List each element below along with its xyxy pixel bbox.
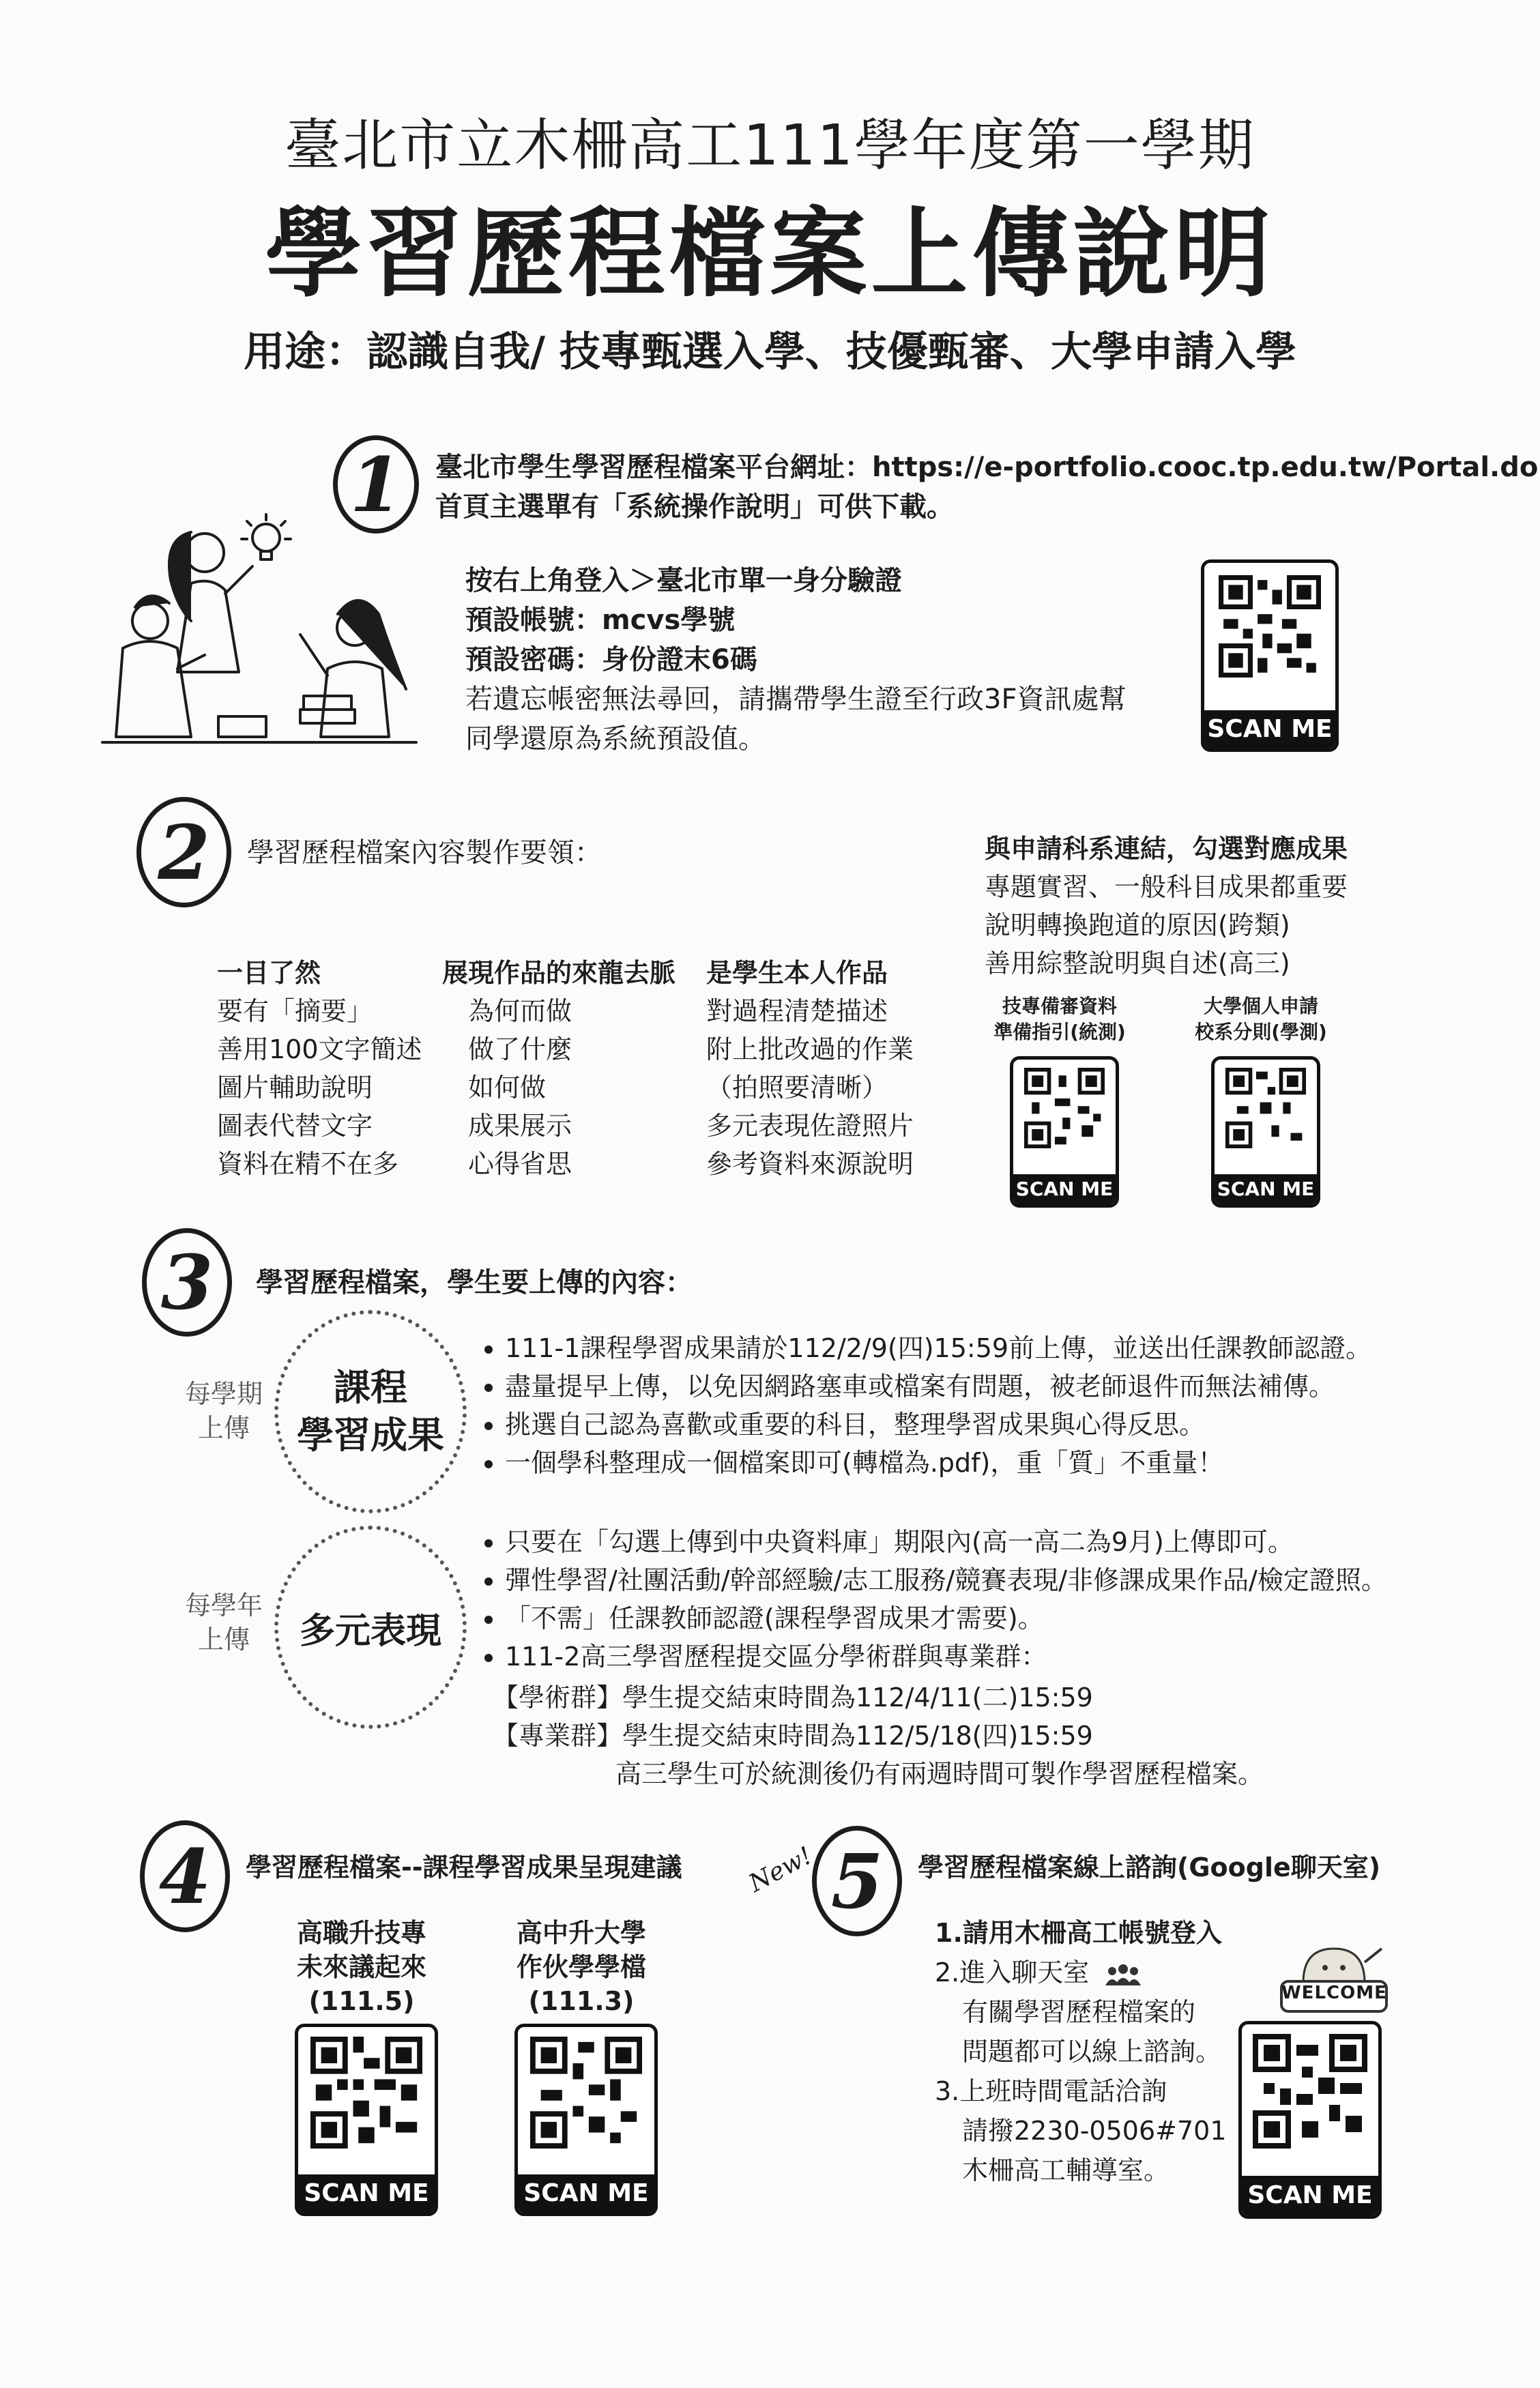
academic-group-deadline: 【學術群】學生提交結束時間為112/4/11(二)15:59	[493, 1683, 1093, 1713]
consult-line: 1.請用木柵高工帳號登入	[935, 1918, 1222, 1948]
video-label-line: (111.3)	[528, 1986, 635, 2016]
qr-code-icon	[1024, 1068, 1105, 1148]
tips-item: （拍照要清晰）	[706, 1073, 888, 1103]
section-3-heading: 學習歷程檔案，學生要上傳的內容：	[256, 1267, 693, 1298]
menu-line: 首頁主選單有「系統操作說明」可供下載。	[435, 491, 954, 523]
application-note: 專題實習、一般科目成果都重要	[985, 872, 1348, 902]
senior-note: 高三學生可於統測後仍有兩週時間可製作學習歷程檔案。	[615, 1759, 1264, 1789]
section-2-heading: 學習歷程檔案內容製作要領：	[247, 837, 602, 869]
forget-note-2: 同學還原為系統預設值。	[465, 723, 766, 755]
scan-me-label: SCAN ME	[1204, 710, 1335, 748]
tips-item: 附上批改過的作業	[706, 1034, 914, 1064]
tips-item: 心得省思	[468, 1149, 572, 1179]
qr-code-icon	[530, 2037, 642, 2149]
application-link-notes	[985, 830, 1348, 982]
course-results-list	[478, 1329, 1371, 1482]
students-studying-illustration	[96, 512, 450, 751]
qr-highschool-video[interactable]	[514, 2024, 658, 2216]
qr-online-chat[interactable]	[1238, 2021, 1382, 2219]
per-year-label	[176, 1588, 272, 1657]
group-people-icon	[1104, 1962, 1142, 1987]
video-label-line: 高中升大學	[516, 1918, 646, 1948]
scan-me-label: SCAN ME	[298, 2174, 435, 2213]
tips-item: 做了什麼	[468, 1034, 572, 1064]
step-4-number: 4	[140, 1820, 230, 1932]
application-note: 善用綜整說明與自述(高三)	[985, 948, 1290, 978]
qr-code-icon	[1225, 1068, 1306, 1148]
qr-univ-label-line: 校系分則(學測)	[1195, 1021, 1327, 1043]
per-semester-label	[176, 1377, 272, 1445]
badge-line: 課程	[334, 1366, 407, 1409]
section-4-heading: 學習歷程檔案--課程學習成果呈現建議	[246, 1852, 682, 1882]
tips-item: 圖片輔助說明	[217, 1073, 373, 1103]
list-item: • 彈性學習/社團活動/幹部經驗/志工服務/競賽表現/非修課成果作品/檢定證照。	[505, 1561, 1387, 1599]
new-badge: New!	[744, 1841, 817, 1898]
qr-tech-guide[interactable]	[1010, 1056, 1119, 1208]
scan-me-label: SCAN ME	[1013, 1174, 1116, 1204]
consult-line: 木柵高工輔導室。	[962, 2155, 1170, 2185]
highschool-video-label	[493, 1916, 670, 2018]
tips-col-title: 是學生本人作品	[706, 958, 888, 988]
tips-col-title: 一目了然	[217, 958, 321, 988]
per-year-line: 上傳	[197, 1625, 250, 1655]
tips-item: 對過程清楚描述	[706, 996, 888, 1026]
tips-column-1	[217, 954, 422, 1183]
scan-me-label: SCAN ME	[1215, 1174, 1317, 1204]
forget-note-1: 若遺忘帳密無法尋回，請攜帶學生證至行政3F資訊處幫	[465, 684, 1127, 715]
professional-group-deadline: 【專業群】學生提交結束時間為112/5/18(四)15:59	[493, 1721, 1093, 1751]
qr-univ-label-line: 大學個人申請	[1203, 995, 1318, 1017]
list-item: • 盡量提早上傳，以免因網路塞車或檔案有問題，被老師退件而無法補傳。	[505, 1367, 1371, 1406]
list-item: • 挑選自己認為喜歡或重要的科目，整理學習成果與心得反思。	[505, 1406, 1371, 1444]
qr-univ-guide[interactable]	[1211, 1056, 1320, 1208]
video-label-line: 高職升技專	[296, 1918, 426, 1948]
step-2-number: 2	[136, 797, 231, 907]
tips-item: 善用100文字簡述	[217, 1034, 422, 1064]
qr-univ-label	[1189, 993, 1333, 1045]
tips-col-title: 展現作品的來龍去脈	[442, 958, 676, 988]
list-item: • 111-1課程學習成果請於112/2/9(四)15:59前上傳，並送出任課教師認證。	[505, 1329, 1371, 1367]
video-label-line: (111.5)	[308, 1986, 415, 2016]
consult-line: 有關學習歷程檔案的	[962, 1997, 1196, 2027]
tips-column-3	[706, 954, 914, 1183]
badge-line: 學習成果	[297, 1414, 444, 1457]
consult-instructions	[935, 1913, 1227, 2190]
qr-code-icon	[1253, 2034, 1367, 2149]
vocational-video-label	[273, 1916, 450, 2018]
welcome-sign: WELCOME	[1281, 1983, 1387, 2003]
per-semester-line: 上傳	[197, 1413, 250, 1443]
consult-line: 請撥2230-0506#701	[962, 2116, 1227, 2146]
scan-me-label: SCAN ME	[518, 2174, 654, 2213]
tips-column-2	[442, 954, 675, 1183]
application-note: 說明轉換跑道的原因(跨類)	[985, 910, 1290, 940]
list-item: • 「不需」任課教師認證(課程學習成果才需要)。	[505, 1599, 1387, 1637]
step-1-number: 1	[333, 435, 419, 534]
tips-item: 參考資料來源說明	[706, 1149, 914, 1179]
purpose-line: 用途：認識自我/ 技專甄選入學、技優甄審、大學申請入學	[244, 328, 1296, 376]
page-title: 學習歷程檔案上傳說明	[265, 198, 1275, 310]
qr-vocational-video[interactable]	[295, 2024, 438, 2216]
video-label-line: 作伙學學檔	[516, 1952, 646, 1982]
tips-item: 資料在精不在多	[217, 1149, 399, 1179]
login-instruction: 按右上角登入＞臺北市單一身分驗證	[465, 565, 902, 596]
platform-url-line: 臺北市學生學習歷程檔案平台網址：https://e-portfolio.cooc.tp.edu.tw/Portal.do	[435, 452, 1539, 483]
qr-code-icon	[310, 2037, 422, 2149]
tips-item: 要有「摘要」	[217, 996, 373, 1026]
tips-item: 圖表代替文字	[217, 1111, 373, 1141]
default-password: 預設密碼：身份證末6碼	[465, 644, 757, 675]
qr-tech-label	[988, 993, 1131, 1045]
consult-line: 問題都可以線上諮詢。	[962, 2037, 1222, 2067]
diverse-performance-badge: 多元表現	[274, 1526, 467, 1729]
course-learning-results-badge	[274, 1310, 467, 1513]
per-year-line: 每學年	[184, 1590, 263, 1620]
consult-line: 3.上班時間電話洽詢	[935, 2076, 1167, 2106]
per-semester-line: 每學期	[184, 1379, 263, 1409]
default-account: 預設帳號：mcvs學號	[465, 605, 736, 636]
application-link-title: 與申請科系連結，勾選對應成果	[985, 834, 1348, 864]
tips-item: 多元表現佐證照片	[706, 1111, 914, 1141]
list-item: • 只要在「勾選上傳到中央資料庫」期限內(高一高二為9月)上傳即可。	[505, 1523, 1387, 1561]
tips-item: 為何而做	[468, 996, 572, 1026]
section-5-heading: 學習歷程檔案線上諮詢(Google聊天室)	[918, 1852, 1381, 1882]
diverse-performance-list	[478, 1523, 1387, 1676]
list-item: • 一個學科整理成一個檔案即可(轉檔為.pdf)，重「質」不重量！	[505, 1444, 1371, 1482]
step-5-number: 5	[812, 1826, 902, 1936]
scan-me-label: SCAN ME	[1242, 2176, 1378, 2215]
tips-item: 如何做	[468, 1073, 547, 1103]
tips-item: 成果展示	[468, 1111, 572, 1141]
qr-platform[interactable]	[1201, 559, 1339, 752]
school-semester-title: 臺北市立木柵高工111學年度第一學期	[285, 113, 1255, 178]
video-label-line: 未來議起來	[296, 1952, 426, 1982]
qr-tech-label-line: 準備指引(統測)	[993, 1021, 1126, 1043]
welcome-mascot-icon	[1276, 1942, 1392, 2017]
qr-tech-label-line: 技專備審資料	[1002, 995, 1117, 1017]
consult-line: 2.進入聊天室	[935, 1957, 1090, 1987]
qr-code-icon	[1219, 575, 1321, 678]
step-3-number: 3	[142, 1228, 232, 1337]
list-item: • 111-2高三學習歷程提交區分學術群與專業群：	[505, 1637, 1387, 1676]
